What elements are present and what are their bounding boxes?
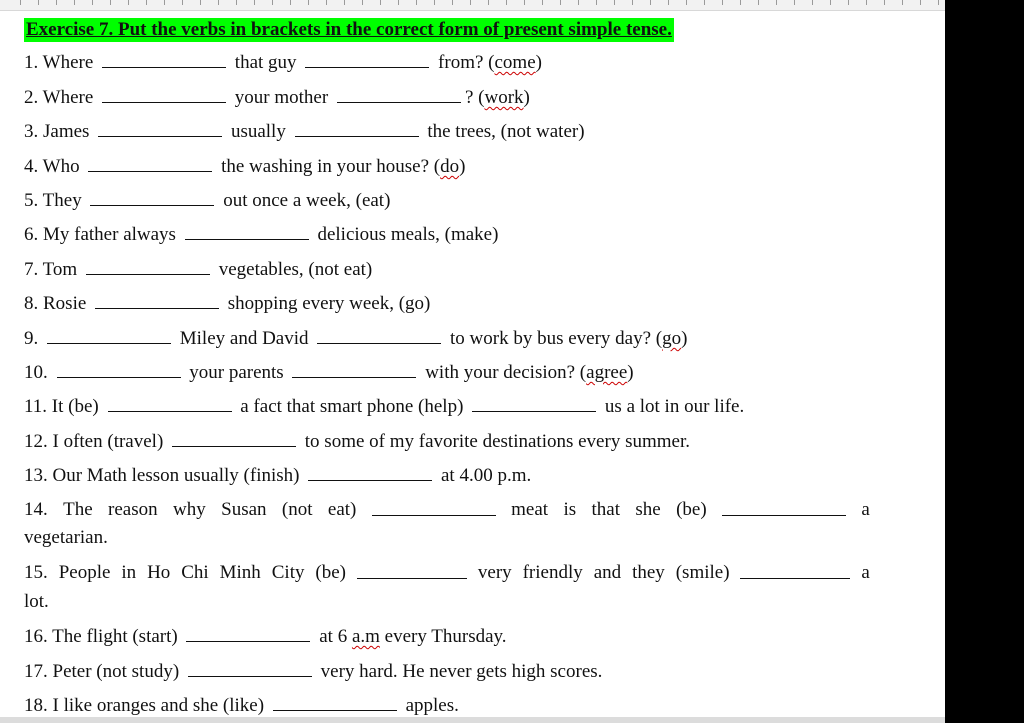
q14-word: reason xyxy=(108,499,158,520)
answer-blank[interactable] xyxy=(47,326,171,344)
q13-text: at 4.00 p.m. xyxy=(440,465,532,486)
q15-word: very xyxy=(477,562,512,583)
q15-word: People xyxy=(58,562,111,583)
q15-word: in xyxy=(121,562,137,583)
question-6 xyxy=(24,222,498,246)
q16-text: every Thursday. xyxy=(379,626,507,647)
q18-text: apples. xyxy=(405,695,459,716)
ruler-tick xyxy=(668,0,669,5)
q6-text: delicious meals, (make) xyxy=(317,224,499,245)
question-3 xyxy=(24,119,585,143)
answer-blank[interactable] xyxy=(472,394,596,412)
answer-blank[interactable] xyxy=(273,693,397,711)
q4-text: the washing in your house? ( xyxy=(221,156,441,177)
q5-text: 5. They xyxy=(24,190,82,211)
q15-word: they xyxy=(632,562,665,583)
question-10 xyxy=(24,360,634,384)
ruler-tick xyxy=(740,0,741,5)
ruler-tick xyxy=(650,0,651,5)
q8-text: shopping every week, (go) xyxy=(227,293,431,314)
q9-text: ) xyxy=(681,328,688,349)
answer-blank[interactable] xyxy=(337,85,461,103)
q15-word: 15. xyxy=(24,562,48,583)
q15-word: (be) xyxy=(315,562,347,583)
q4-text: 4. Who xyxy=(24,156,80,177)
q10-text: ) xyxy=(627,362,634,383)
q14-word: eat) xyxy=(327,499,357,520)
answer-blank[interactable] xyxy=(357,561,467,579)
ruler-tick xyxy=(290,0,291,5)
ruler-tick xyxy=(92,0,93,5)
ruler-tick xyxy=(254,0,255,5)
q9-text: 9. xyxy=(24,328,39,349)
q16-word: a.m xyxy=(351,626,380,647)
q1-text: from? ( xyxy=(438,52,495,73)
answer-blank[interactable] xyxy=(86,257,210,275)
ruler-tick xyxy=(128,0,129,5)
ruler-tick xyxy=(470,0,471,5)
question-18 xyxy=(24,693,459,717)
question-15 xyxy=(24,561,870,585)
ruler-tick xyxy=(830,0,831,5)
answer-blank[interactable] xyxy=(186,624,310,642)
q1-text: that guy xyxy=(234,52,297,73)
answer-blank[interactable] xyxy=(372,498,496,516)
q8-text: 8. Rosie xyxy=(24,293,87,314)
q3-text: the trees, (not water) xyxy=(427,121,585,142)
q16-text: 16. The flight (start) xyxy=(24,626,178,647)
q5-text: out once a week, (eat) xyxy=(223,190,391,211)
answer-blank[interactable] xyxy=(317,326,441,344)
ruler-tick xyxy=(614,0,615,5)
q7-text: 7. Tom xyxy=(24,259,78,280)
document-page xyxy=(0,10,945,723)
q4-text: ) xyxy=(459,156,466,177)
ruler-tick xyxy=(920,0,921,5)
ruler-tick xyxy=(236,0,237,5)
q15-word: Chi xyxy=(181,562,209,583)
answer-blank[interactable] xyxy=(722,498,846,516)
q14-word: that xyxy=(591,499,620,520)
ruler-tick xyxy=(704,0,705,5)
answer-blank[interactable] xyxy=(185,222,309,240)
question-2 xyxy=(24,85,530,109)
q9-text: to work by bus every day? ( xyxy=(450,328,663,349)
q3-text: usually xyxy=(230,121,286,142)
ruler-tick xyxy=(272,0,273,5)
answer-blank[interactable] xyxy=(108,394,232,412)
question-8 xyxy=(24,291,430,315)
answer-blank[interactable] xyxy=(295,119,419,137)
ruler-tick xyxy=(434,0,435,5)
bottom-bar xyxy=(0,717,945,723)
q15-word: a xyxy=(861,562,870,583)
answer-blank[interactable] xyxy=(188,659,312,677)
q2-text: ) xyxy=(523,87,530,108)
q3-text: 3. James xyxy=(24,121,90,142)
ruler-tick xyxy=(38,0,39,5)
ruler-tick xyxy=(218,0,219,5)
q14-word: a xyxy=(861,499,870,520)
ruler-tick xyxy=(848,0,849,5)
ruler-tick xyxy=(488,0,489,5)
ruler-tick xyxy=(596,0,597,5)
answer-blank[interactable] xyxy=(95,291,219,309)
q15-word: friendly xyxy=(522,562,583,583)
q10-text: with your decision? ( xyxy=(425,362,587,383)
q15-word: (smile) xyxy=(675,562,730,583)
ruler-tick xyxy=(380,0,381,5)
ruler-tick xyxy=(722,0,723,5)
q1-verb: come xyxy=(494,52,536,73)
ruler-tick xyxy=(200,0,201,5)
ruler-tick xyxy=(902,0,903,5)
q9-verb: go xyxy=(662,328,682,349)
q15-word: City xyxy=(271,562,305,583)
question-9 xyxy=(24,326,687,350)
q2-text: 2. Where xyxy=(24,87,94,108)
ruler-tick xyxy=(776,0,777,5)
q18-text: 18. I like oranges and she (like) xyxy=(24,695,265,716)
q14-word: (not xyxy=(281,499,313,520)
q2-text: your mother xyxy=(234,87,329,108)
question-14-cont: vegetarian. xyxy=(24,527,108,548)
q17-text: very hard. He never gets high scores. xyxy=(320,661,603,682)
question-12 xyxy=(24,429,690,453)
answer-blank[interactable] xyxy=(292,360,416,378)
ruler-tick xyxy=(416,0,417,5)
q17-text: 17. Peter (not study) xyxy=(24,661,180,682)
answer-blank[interactable] xyxy=(102,50,226,68)
answer-blank[interactable] xyxy=(172,429,296,447)
answer-blank[interactable] xyxy=(102,85,226,103)
ruler-tick xyxy=(884,0,885,5)
question-15-cont: lot. xyxy=(24,591,49,612)
ruler-tick xyxy=(542,0,543,5)
q7-text: vegetables, (not eat) xyxy=(218,259,373,280)
q13-text: 13. Our Math lesson usually (finish) xyxy=(24,465,300,486)
q11-text: us a lot in our life. xyxy=(604,396,745,417)
side-panel xyxy=(945,0,1024,723)
ruler-tick xyxy=(362,0,363,5)
q2-verb: work xyxy=(484,87,524,108)
ruler-tick xyxy=(110,0,111,5)
ruler-tick xyxy=(506,0,507,5)
q14-word: meat xyxy=(511,499,549,520)
question-16 xyxy=(24,624,507,648)
q14-word: The xyxy=(63,499,93,520)
question-7 xyxy=(24,257,372,281)
ruler-tick xyxy=(524,0,525,5)
question-17 xyxy=(24,659,602,683)
question-1 xyxy=(24,50,542,74)
q10-text: 10. xyxy=(24,362,48,383)
ruler-tick xyxy=(452,0,453,5)
q16-text: at 6 xyxy=(319,626,352,647)
answer-blank[interactable] xyxy=(98,119,222,137)
question-14 xyxy=(24,498,870,522)
answer-blank[interactable] xyxy=(308,463,432,481)
ruler-tick xyxy=(758,0,759,5)
q10-verb: agree xyxy=(586,362,628,383)
q12-text: to some of my favorite destinations every summer. xyxy=(304,431,690,452)
q14-word: 14. xyxy=(24,499,48,520)
question-13 xyxy=(24,463,531,487)
q10-text: your parents xyxy=(189,362,284,383)
answer-blank[interactable] xyxy=(740,561,850,579)
ruler-tick xyxy=(56,0,57,5)
q6-text: 6. My father always xyxy=(24,224,176,245)
ruler-tick xyxy=(398,0,399,5)
q9-text: Miley and David xyxy=(179,328,309,349)
q15-word: Minh xyxy=(219,562,261,583)
q15-word: Ho xyxy=(147,562,171,583)
answer-blank[interactable] xyxy=(90,188,214,206)
q12-text: 12. I often (travel) xyxy=(24,431,164,452)
q14-word: Susan xyxy=(221,499,267,520)
ruler-tick xyxy=(578,0,579,5)
exercise-title: Exercise 7. Put the verbs in brackets in the correct form of present simple tense. xyxy=(26,19,672,40)
ruler-tick xyxy=(326,0,327,5)
answer-blank[interactable] xyxy=(305,50,429,68)
ruler-tick xyxy=(812,0,813,5)
ruler-tick xyxy=(146,0,147,5)
ruler-tick xyxy=(794,0,795,5)
ruler-tick xyxy=(866,0,867,5)
q14-word: (be) xyxy=(676,499,707,520)
q2-text: ? ( xyxy=(464,87,485,108)
ruler-tick xyxy=(560,0,561,5)
q14-word: is xyxy=(563,499,577,520)
q11-text: a fact that smart phone (help) xyxy=(240,396,464,417)
ruler-tick xyxy=(632,0,633,5)
ruler-tick xyxy=(344,0,345,5)
q14-word: why xyxy=(173,499,206,520)
ruler-tick xyxy=(308,0,309,5)
ruler-tick xyxy=(164,0,165,5)
q1-text: 1. Where xyxy=(24,52,94,73)
answer-blank[interactable] xyxy=(57,360,181,378)
question-11 xyxy=(24,394,744,418)
q14-word: she xyxy=(635,499,661,520)
q1-text: ) xyxy=(535,52,542,73)
q15-word: and xyxy=(593,562,622,583)
q4-verb: do xyxy=(440,156,460,177)
question-5 xyxy=(24,188,390,212)
question-4 xyxy=(24,154,465,178)
answer-blank[interactable] xyxy=(88,154,212,172)
ruler-tick xyxy=(20,0,21,5)
ruler-tick xyxy=(74,0,75,5)
ruler-tick xyxy=(182,0,183,5)
q11-text: 11. It (be) xyxy=(24,396,99,417)
ruler-tick xyxy=(938,0,939,5)
ruler-tick xyxy=(686,0,687,5)
